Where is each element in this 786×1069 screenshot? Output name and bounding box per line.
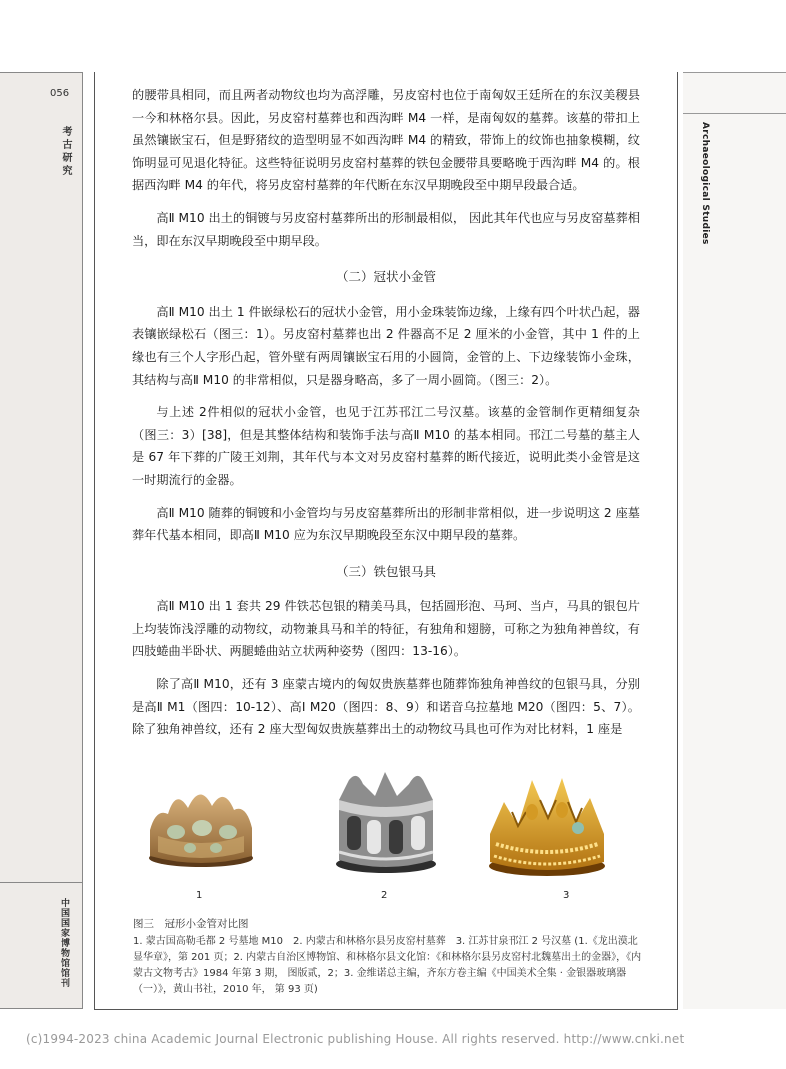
- paragraph: 高Ⅱ M10 出土 1 件嵌绿松石的冠状小金管，用小金珠装饰边缘，上缘有四个叶状凸起，器表镶嵌绿松石（图三：1）。另皮窑村墓葬也出 2 件器高不足 2 厘米的小金管，其中 1 件的上缘也有三个人字形凸起，管外壁有两周镶嵌宝石用的小圆筒，金管的上、下边缘装饰小金珠，其结构与高Ⅱ M10 的非常相似，只是器身略高，多了一周小圆筒。（图三：2）。: [132, 304, 640, 387]
- page-number: 056: [50, 88, 70, 99]
- divider: [0, 72, 82, 73]
- left-sidebar: [0, 72, 82, 1009]
- figure-3: [132, 760, 640, 905]
- section-heading: （二）冠状小金管: [335, 269, 436, 285]
- section-vertical-title: 考古研究: [60, 126, 71, 178]
- figure-caption-text: 1. 蒙古国高勒毛都 2 号墓地 M10 2. 内蒙古和林格尔县另皮窑村墓葬 3. 江苏甘泉邗江 2 号汉墓 (1.《龙出漠北显华章》，第 201 页；2. 内蒙古自治区博物馆、和林格尔县文化馆：《和林格尔县另皮窑村北魏墓出土的金器》，《内蒙古文物考古》1984 年第 3 期， 图版贰，2；3. 金维诺总主编，齐东方卷主编《中国美术全集 · 金银器玻璃器（一）》，黄山书社，2010 年， 第 93 页): [133, 936, 642, 995]
- crown-tube-photo-3: [482, 772, 612, 878]
- divider: [683, 113, 786, 114]
- figure-label-3: 3: [563, 890, 570, 901]
- article-body: [132, 84, 640, 751]
- crown-tube-photo-1: [142, 780, 260, 870]
- divider: [683, 72, 786, 73]
- journal-vertical-title: 中国国家博物馆馆刊: [59, 898, 69, 988]
- section-english-title: Archaeological Studies: [700, 122, 710, 245]
- figure-caption: [133, 916, 643, 998]
- paragraph: 除了高Ⅱ M10，还有 3 座蒙古境内的匈奴贵族墓葬也随葬饰独角神兽纹的包银马具，分别是高Ⅱ M1（图四：10-12）、高Ⅰ M20（图四：8、9）和诺音乌拉墓地 M20（图四：5、7）。除了独角神兽纹，还有 2 座大型匈奴贵族墓葬出土的动物纹马具也可作为对比材料，1 座是: [132, 677, 640, 737]
- paragraph: 与上述 2件相似的冠状小金管，也见于江苏邗江二号汉墓。该墓的金管制作更精细复杂（图三：3）[38]，但是其整体结构和装饰手法与高Ⅱ M10 的基本相同。邗江二号墓的墓主人是 67 年下葬的广陵王刘荆，其年代与本文对另皮窑村墓葬的断代接近，说明此类小金管是这一时期流行的金器。: [132, 405, 640, 487]
- divider: [0, 1008, 82, 1009]
- crown-tube-photo-2: [327, 766, 445, 876]
- copyright-notice: (c)1994-2023 china Academic Journal Electronic publishing House. All rights reserved. http://www.cnki.net: [26, 1032, 685, 1046]
- paragraph: 高Ⅱ M10 随葬的铜镀和小金管均与另皮窑墓葬所出的形制非常相似，进一步说明这 2 座墓葬年代基本相同，即高Ⅱ M10 应为东汉早期晚段至东汉中期早段的墓葬。: [132, 505, 640, 543]
- divider: [0, 882, 82, 883]
- paragraph: 高Ⅱ M10 出土的铜镀与另皮窑村墓葬所出的形制最相似， 因此其年代也应与另皮窑墓葬相当，即在东汉早期晚段至中期早段。: [132, 210, 640, 248]
- figure-caption-title: 图三 冠形小金管对比图: [133, 918, 249, 930]
- right-sidebar: [683, 72, 786, 1009]
- divider: [82, 72, 83, 1009]
- section-heading: （三）铁包银马具: [335, 563, 436, 579]
- figure-label-1: 1: [196, 890, 203, 901]
- paragraph: 的腰带具相同，而且两者动物纹也均为高浮雕，另皮窑村也位于南匈奴王廷所在的东汉美稷县一今和林格尔县。因此，另皮窑村墓葬也和西沟畔 M4 一样，是南匈奴的墓葬。该墓的带扣上虽然镶嵌宝石，但是野猪纹的造型明显不如西沟畔 M4 的精致，带饰上的纹饰也抽象模糊，纹饰明显可见退化特征。这些特征说明另皮窑村墓葬的铁包金腰带具要略晚于西沟畔 M4 的。根据西沟畔 M4 的年代，将另皮窑村墓葬的年代断在东汉早期晚段至中期早段最合适。: [132, 88, 640, 193]
- paragraph: 高Ⅱ M10 出 1 套共 29 件铁芯包银的精美马具，包括圆形泡、马珂、当卢，马具的银包片上均装饰浅浮雕的动物纹，动物兼具马和羊的特征，有独角和翅膀，可称之为独角神兽纹，有四肢蜷曲半卧状、两腿蜷曲站立状两种姿势（图四：13-16）。: [132, 599, 640, 659]
- figure-label-2: 2: [381, 890, 388, 901]
